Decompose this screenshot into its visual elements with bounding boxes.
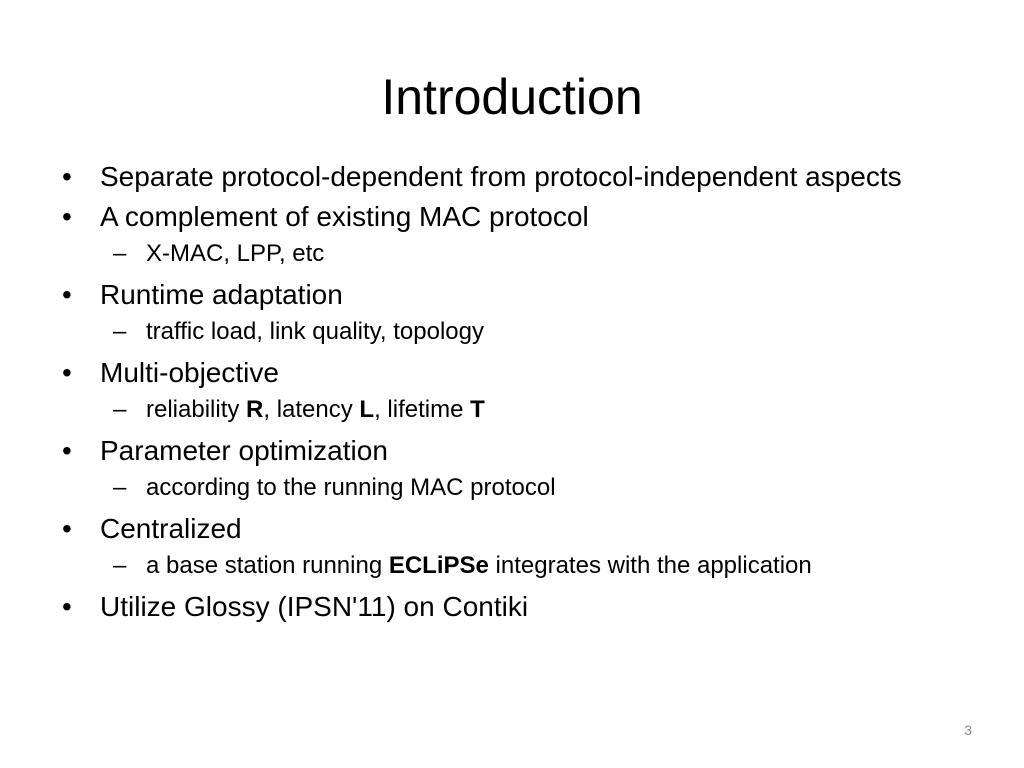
reliability-symbol: R [246, 396, 264, 423]
sub-bullet-item [62, 239, 962, 269]
bullet-text: Separate protocol-dependent from protocol-independent aspects [100, 161, 902, 192]
sub-bullet-text: according to the running MAC protocol [146, 474, 556, 501]
latency-symbol: L [359, 396, 375, 423]
bullet-list [62, 160, 962, 630]
eclipse-term: ECLiPSe [388, 552, 489, 579]
dash-icon: – [113, 240, 127, 267]
sub-bullet-item [62, 473, 962, 503]
bullet-text: Centralized [100, 513, 242, 544]
text-segment: integrates with the application [488, 552, 812, 579]
slide-title: Introduction [381, 69, 643, 125]
bullet-icon: • [62, 435, 72, 466]
text-segment: a base station running [146, 552, 389, 579]
bullet-text: Runtime adaptation [100, 279, 343, 310]
lifetime-symbol: T [470, 396, 485, 423]
bullet-icon: • [62, 513, 72, 544]
text-segment: , latency [263, 396, 360, 423]
sub-bullet-item [62, 317, 962, 347]
bullet-item-centralized [62, 512, 962, 546]
text-segment: reliability [146, 396, 247, 423]
sub-bullet-text: X-MAC, LPP, etc [146, 240, 325, 267]
bullet-item-multi-objective [62, 356, 962, 390]
sub-bullet-text [146, 552, 812, 579]
dash-icon: – [113, 396, 127, 423]
bullet-icon: • [62, 279, 72, 310]
sub-bullet-text [146, 396, 485, 423]
bullet-text: A complement of existing MAC protocol [100, 201, 589, 232]
sub-bullet-item [62, 395, 962, 425]
bullet-text: Parameter optimization [100, 435, 388, 466]
dash-icon: – [113, 474, 127, 501]
bullet-icon: • [62, 201, 72, 232]
bullet-icon: • [62, 591, 72, 622]
sub-bullet-item [62, 551, 962, 581]
text-segment: , lifetime [374, 396, 471, 423]
bullet-text: Utilize Glossy (IPSN'11) on Contiki [100, 591, 529, 622]
bullet-text: Multi-objective [100, 357, 279, 388]
dash-icon: – [113, 552, 127, 579]
bullet-item-runtime [62, 278, 962, 312]
bullet-item-separate [62, 160, 962, 194]
sub-bullet-text: traffic load, link quality, topology [146, 318, 484, 345]
bullet-item-glossy [62, 590, 962, 624]
bullet-icon: • [62, 161, 72, 192]
page-number: 3 [964, 722, 972, 738]
dash-icon: – [113, 318, 127, 345]
bullet-item-complement [62, 200, 962, 234]
bullet-item-parameter-optimization [62, 434, 962, 468]
bullet-icon: • [62, 357, 72, 388]
